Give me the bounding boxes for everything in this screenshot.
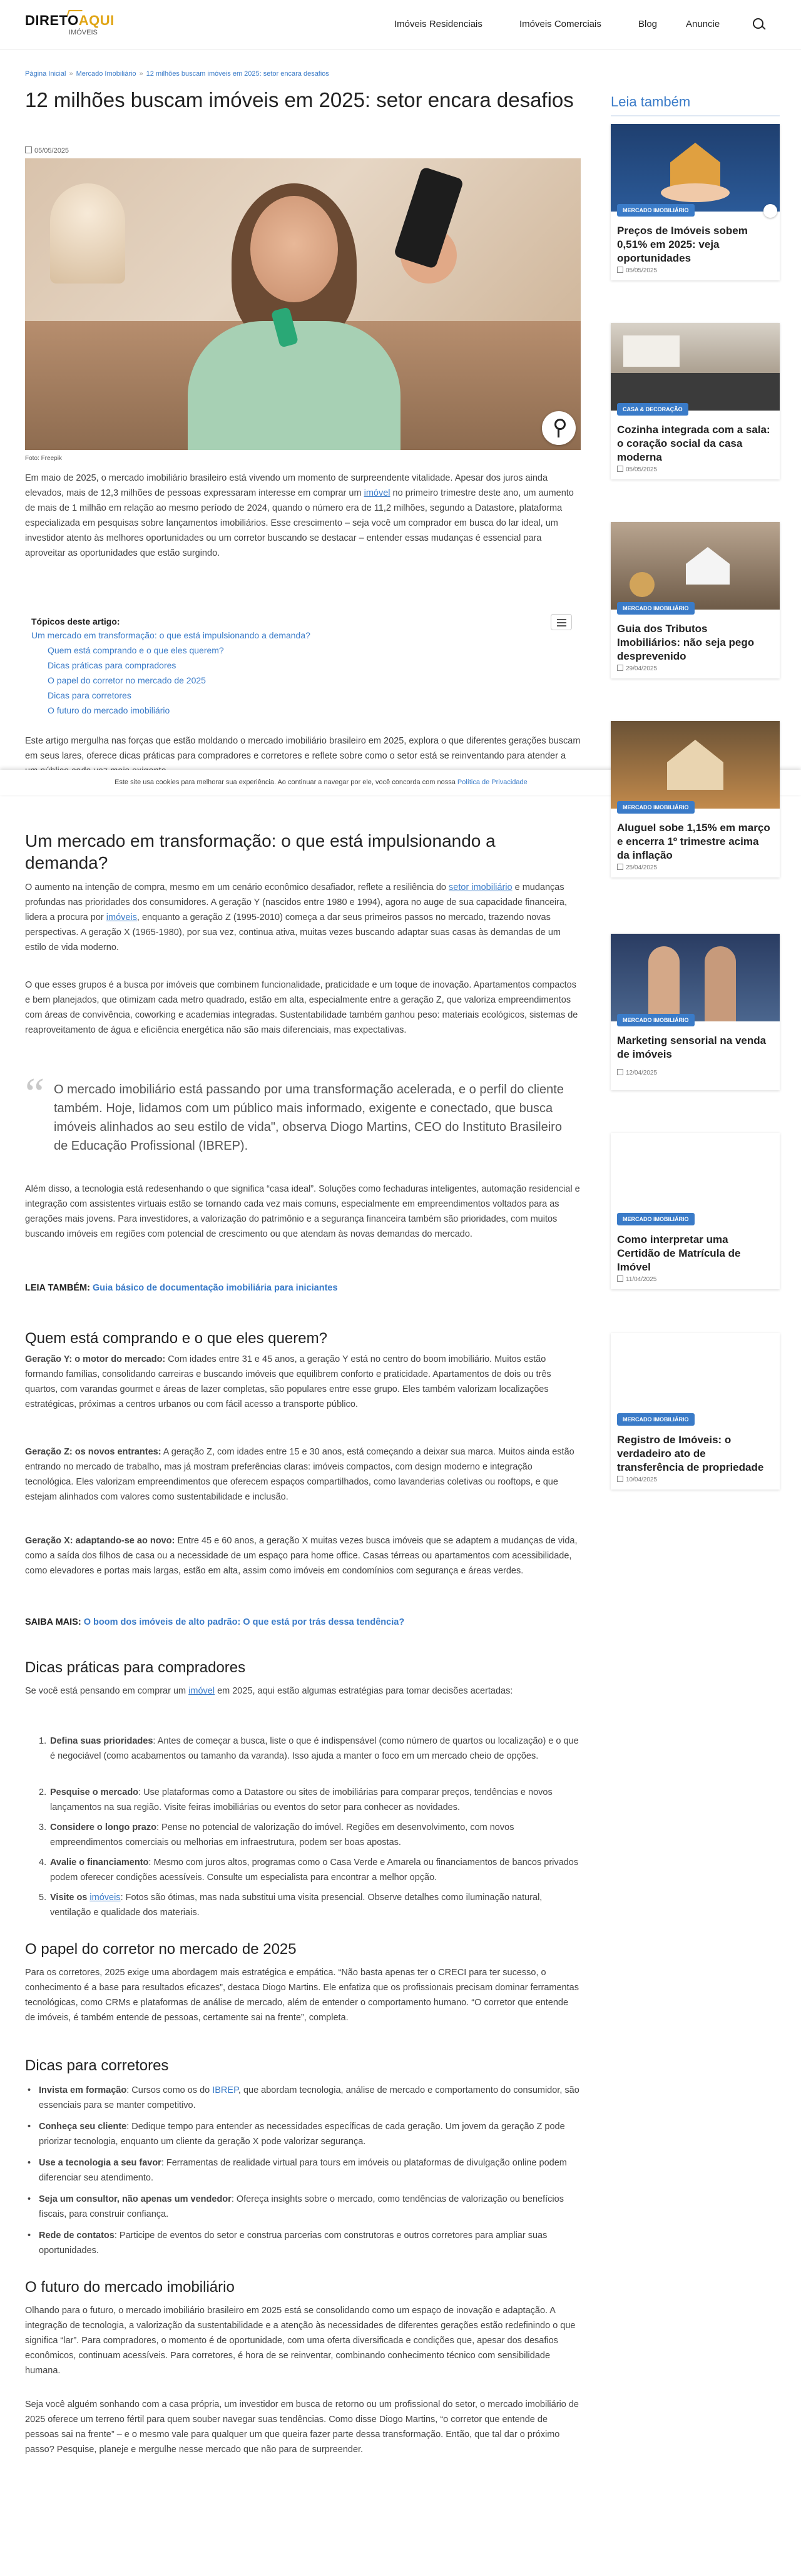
list-item: • Seja um consultor, não apenas um vendedor: Ofereça insights sobre o mercado, como tendências de valorização ou benefícios fiscais, para construir confiança. — [28, 2194, 564, 2219]
section-title-corretor: O papel do corretor no mercado de 2025 — [25, 1941, 297, 1958]
info-icon — [763, 204, 777, 218]
card-title[interactable]: Como interpretar uma Certidão de Matrícula de Imóvel — [617, 1234, 741, 1273]
intro-paragraph: Em maio de 2025, o mercado imobiliário brasileiro está vivendo um momento de surpreendente vitalidade. Apesar dos juros ainda elevados, mais de 12,3 milhões de pessoas expressaram interesse em comprar um imóvel no primeiro trimestre deste ano, um aumento de mais de 1 milhão em relação ao mesmo período de 2024, quando o número era de 11,2 milhões, segundo a Datastore, plataforma especializada em pesquisas sobre lançamentos imobiliários. Esse crescimento – seja você um comprador em busca do lar ideal, um investidor atento às melhores oportunidades ou um corretor buscando se destacar – entender essas mudanças é essencial para aproveitar as oportunidades que estão surgindo. — [25, 473, 574, 558]
toc-item[interactable]: Um mercado em transformação: o que está impulsionando a demanda? — [31, 630, 310, 640]
buyers-intro: Se você está pensando em comprar um imóvel em 2025, aqui estão algumas estratégias para tomar decisões acertadas: — [25, 1686, 513, 1696]
key-icon — [542, 411, 576, 445]
card-category-badge[interactable]: MERCADO IMOBILIÁRIO — [617, 1014, 695, 1026]
section1-paragraph2: O que esses grupos é a busca por imóveis que combinem funcionalidade, praticidade e um toque de inovação. Apartamentos compactos e bem planejados, que otimizam cada metro quadrado, estão em alta, especialmente entre a geração Z, que valoriza empreendimentos com áreas de convivência, coworking e academias integradas. Sustentabilidade também ganhou peso: materiais ecológicos, sistemas de reaproveitamento de água e eficiência energética não são mais diferenciais, mas expectativas. — [25, 980, 578, 1035]
card-image — [611, 522, 780, 610]
card-title[interactable]: Guia dos Tributos Imobiliários: não seja pego desprevenido — [617, 623, 755, 662]
list-item: • Rede de contatos: Participe de eventos do setor e construa parcerias com construtoras e outros corretores para ampliar suas oportunidades. — [28, 2231, 548, 2256]
logo-text: DIRETOAQUI — [25, 13, 115, 28]
sidebar-divider — [611, 115, 780, 116]
link-imoveis[interactable]: imóveis — [106, 912, 137, 923]
nav-imoveis-residenciais[interactable]: Imóveis Residenciais — [394, 19, 482, 29]
intro-link-imovel[interactable]: imóvel — [364, 488, 390, 498]
see-more: SAIBA MAIS: O boom dos imóveis de alto padrão: O que está por trás dessa tendência? — [25, 1617, 405, 1627]
card-title[interactable]: Registro de Imóveis: o verdadeiro ato de transferência de propriedade — [617, 1434, 764, 1473]
sidebar-title: Leia também — [611, 94, 691, 110]
future-paragraph2: Seja você alguém sonhando com a casa própria, um investidor em busca de retorno ou um profissional do setor, o mercado imobiliário de 2025 oferece um terreno fértil para quem souber navegar suas tendências. Como disse Diogo Martins, “o corretor que entende de pessoas sai na frente” – e o mesmo vale para qualquer um que queira fazer parte dessa transformação. Então, que tal dar o próximo passo? Pesquise, planeje e mergulhe nesse mercado que não para de surpreender. — [25, 2400, 579, 2455]
logo-subtitle: IMÓVEIS — [69, 29, 98, 36]
breadcrumb-category[interactable]: Mercado Imobiliário — [76, 70, 136, 78]
section-title-futuro: O futuro do mercado imobiliário — [25, 2279, 235, 2296]
generation-y-paragraph: Geração Y: o motor do mercado: Com idades entre 31 e 45 anos, a geração Y está no centro do boom imobiliário. Muitos estão formando famílias, consolidando carreiras e buscando imóveis que equilibrem conforto e praticidade. Apartamentos de dois ou três quartos, com varandas gourmet e áreas de lazer completas, são populares entre esse grupo. Eles também valorizam localizações estratégicas, próximas a centros urbanos ou com fácil acesso a transporte público. — [25, 1354, 551, 1409]
related-card[interactable] — [611, 323, 780, 479]
link-setor-imobiliario[interactable]: setor imobiliário — [449, 882, 513, 892]
hero-face — [250, 196, 338, 302]
list-item: 1. Defina suas prioridades: Antes de começar a busca, liste o que é indispensável (como número de quartos ou localização) e o que é negociável (como acabamentos ou tamanho da varanda). Isso ajuda a manter o foco em um mercado cheio de opções. — [39, 1736, 579, 1761]
toc-title: Tópicos deste artigo: — [31, 616, 120, 626]
list-item: • Use a tecnologia a seu favor: Ferramentas de realidade virtual para tours em imóveis ou plataformas de divulgação online podem diferenciar seu atendimento. — [28, 2158, 567, 2183]
list-item: 2. Pesquise o mercado: Use plataformas como a Datastore ou sites de imobiliárias para comparar preços, tendências e novos lançamentos na sua região. Visite feiras imobiliárias ou eventos do setor para conhecer as novidades. — [39, 1787, 553, 1812]
site-header — [0, 0, 801, 50]
list-item: • Conheça seu cliente: Dedique tempo para entender as necessidades específicas de cada geração. Um jovem da geração Z pode priorizar tecnologia, enquanto um cliente da geração X pode valorizar segurança. — [28, 2122, 565, 2147]
breadcrumb-current[interactable]: 12 milhões buscam imóveis em 2025: setor encara desafios — [146, 70, 329, 78]
breadcrumb: Página Inicial » Mercado Imobiliário » 12 milhões buscam imóveis em 2025: setor encara desafios — [25, 70, 329, 78]
read-also-link[interactable]: Guia básico de documentação imobiliária para iniciantes — [92, 1283, 338, 1293]
table-of-contents — [25, 611, 581, 721]
card-category-badge[interactable]: MERCADO IMOBILIÁRIO — [617, 602, 695, 615]
section-title-mercado: Um mercado em transformação: o que está impulsionando a demanda? — [25, 831, 496, 872]
cookie-text: Este site usa cookies para melhorar sua experiência. Ao continuar a navegar por ele, você concorda com nossa Política de Privacidade — [115, 779, 528, 786]
card-title[interactable]: Preços de Imóveis sobem 0,51% em 2025: veja oportunidades — [617, 225, 748, 264]
card-date: 10/04/2025 — [617, 1476, 657, 1483]
card-image — [611, 934, 780, 1021]
generation-x-paragraph: Geração X: adaptando-se ao novo: Entre 45 e 60 anos, a geração X muitas vezes busca imóveis que se adaptem a mudanças de vida, como a saída dos filhos de casa ou a necessidade de um espaço para home office. Casas térreas ou apartamentos com acessibilidade, como elevadores e portas mais largas, estão em alta, assim como imóveis em condomínios com segurança e áreas verdes. — [25, 1536, 578, 1576]
card-date: 12/04/2025 — [617, 1069, 657, 1076]
list-item: • Invista em formação: Cursos como os do IBREP, que abordam tecnologia, análise de mercado e comportamento do consumidor, são essenciais para se manter competitivo. — [28, 2085, 579, 2110]
card-image — [611, 323, 780, 411]
card-date: 05/05/2025 — [617, 466, 657, 473]
main-nav — [394, 18, 770, 33]
nav-anuncie[interactable]: Anuncie — [686, 19, 720, 29]
photo-credit: Foto: Freepik — [25, 455, 62, 462]
toc-item[interactable]: Dicas práticas para compradores — [48, 660, 176, 670]
search-icon[interactable] — [752, 18, 766, 31]
generation-z-paragraph: Geração Z: os novos entrantes: A geração Z, com idades entre 15 e 30 anos, está começando a deixar sua marca. Muitos ainda estão entrando no mercado de trabalho, mas já mostram preferências claras: imóveis compactos, com design moderno e integração tecnológica. Eles valorizam empreendimentos que oferecem espaços compartilhados, como lavanderias coletivas ou rooftops, e que estejam alinhados com valores como sustentabilidade e inclusão. — [25, 1447, 574, 1502]
section1-paragraph1: O aumento na intenção de compra, mesmo em um cenário econômico desafiador, reflete a resiliência do setor imobiliário e mudanças profundas nas prioridades dos consumidores. A geração Y (nascidos entre 1980 e 1994), agora no auge de sua capacidade financeira, lidera a procura por imóveis, enquanto a geração Z (1995-2010) começa a dar seus primeiros passos no mercado, trazendo novas perspectivas. A geração X (1965-1980), por sua vez, continua ativa, muitas vezes buscando adaptar suas casas às demandas de um estilo de vida moderno. — [25, 882, 568, 953]
see-more-link[interactable]: O boom dos imóveis de alto padrão: O que está por trás dessa tendência? — [83, 1617, 405, 1627]
related-card[interactable] — [611, 721, 780, 877]
article-date: 05/05/2025 — [25, 146, 69, 155]
related-card[interactable] — [611, 1133, 780, 1289]
card-category-badge[interactable]: MERCADO IMOBILIÁRIO — [617, 1413, 695, 1426]
toc-item[interactable]: Dicas para corretores — [48, 690, 131, 700]
section-title-dicas-corretores: Dicas para corretores — [25, 2057, 169, 2074]
toc-item[interactable]: Quem está comprando e o que eles querem? — [48, 645, 224, 655]
card-title[interactable]: Aluguel sobe 1,15% em março e encerra 1º trimestre acima da inflação — [617, 822, 770, 861]
card-date: 29/04/2025 — [617, 665, 657, 672]
card-title[interactable]: Marketing sensorial na venda de imóveis — [617, 1035, 767, 1060]
card-title[interactable]: Cozinha integrada com a sala: o coração social da casa moderna — [617, 424, 770, 463]
related-card[interactable] — [611, 934, 780, 1090]
page-title: 12 milhões buscam imóveis em 2025: setor encara desafios — [25, 88, 574, 111]
card-image — [611, 1133, 780, 1220]
card-image — [611, 721, 780, 809]
blockquote — [25, 1070, 581, 1163]
list-item: 4. Avalie o financiamento: Mesmo com juros altos, programas como o Casa Verde e Amarela ou financiamentos de bancos privados podem oferecer condições acessíveis. Consulte um especialista para encontrar a melhor opção. — [39, 1858, 579, 1883]
site-logo[interactable] — [25, 10, 113, 40]
quote-text: O mercado imobiliário está passando por uma transformação acelerada, e o perfil do cliente também. Hoje, lidamos com um público mais informado, exigente e conectado, que busca imóveis alinhados ao seu estilo de vida", observa Diogo Martins, CEO do Instituto Brasileiro de Educação Profissional (IBREP). — [54, 1083, 564, 1153]
broker-paragraph: Para os corretores, 2025 exige uma abordagem mais estratégica e empática. “Não basta apenas ter o CRECI para ter sucesso, o conhecimento é a base para resultados eficazes”, destaca Diogo Martins. Ele enfatiza que os profissionais precisam dominar ferramentas tecnológicas, como CRMs e plataformas de análise de mercado, além de entender o comportamento humano. “O corretor que entende de imóveis, é também entende de pessoas, certamente sai na frente”, completa. — [25, 1968, 579, 2023]
nav-imoveis-comerciais[interactable]: Imóveis Comerciais — [519, 19, 601, 29]
card-category-badge[interactable]: MERCADO IMOBILIÁRIO — [617, 801, 695, 814]
hero-person — [175, 183, 413, 450]
section-title-quem: Quem está comprando e o que eles querem? — [25, 1330, 327, 1347]
card-category-badge[interactable]: MERCADO IMOBILIÁRIO — [617, 1213, 695, 1225]
breadcrumb-home[interactable]: Página Inicial — [25, 70, 66, 78]
toc-item[interactable]: O papel do corretor no mercado de 2025 — [48, 675, 206, 685]
quote-mark-icon: “ — [25, 1070, 45, 1118]
card-image — [611, 124, 780, 212]
card-image — [611, 1333, 780, 1421]
toc-toggle-icon[interactable] — [551, 614, 572, 630]
related-card[interactable] — [611, 522, 780, 678]
card-date: 25/04/2025 — [617, 864, 657, 871]
hero-image — [25, 158, 581, 450]
card-date: 05/05/2025 — [617, 267, 657, 274]
related-card[interactable] — [611, 124, 780, 280]
link-imoveis-visite[interactable]: imóveis — [89, 1893, 121, 1903]
toc-item[interactable]: O futuro do mercado imobiliário — [48, 705, 170, 715]
related-card[interactable] — [611, 1333, 780, 1490]
card-date: 11/04/2025 — [617, 1275, 656, 1283]
read-also: LEIA TAMBÉM: Guia básico de documentação imobiliária para iniciantes — [25, 1283, 338, 1293]
card-category-badge[interactable]: CASA & DECORAÇÃO — [617, 403, 688, 416]
section-title-dicas-compradores: Dicas práticas para compradores — [25, 1659, 246, 1676]
link-imovel-compradores[interactable]: imóvel — [188, 1686, 215, 1696]
future-paragraph1: Olhando para o futuro, o mercado imobiliário brasileiro em 2025 está se consolidando como um espaço de inovação e adaptação. A integração de tecnologia, a valorização da sustentabilidade e a atenção às necessidades de diferentes gerações estão redefinindo o que significa “lar”. Para compradores, o momento é de oportunidade, com uma oferta diversificada e condições que, apesar dos desafios econômicos, continuam acessíveis. Para corretores, é hora de se reinventar, combinando conhecimento técnico com sensibilidade humana. — [25, 2306, 576, 2376]
section1-paragraph3: Além disso, a tecnologia está redesenhando o que significa “casa ideal”. Soluções como fechaduras inteligentes, automação residencial e integração com assistentes virtuais estão se tornando cada vez mais comuns, especialmente em empreendimentos voltados para as gerações mais jovens. Para investidores, a valorização do patrimônio e a segurança financeira também são prioridades, com muitos buscando imóveis em regiões com potencial de crescimento ou que atendam às novas demandas do mercado. — [25, 1184, 580, 1239]
lead-paragraph: Este artigo mergulha nas forças que estão moldando o mercado imobiliário brasileiro em 2025, explora o que diferentes gerações buscam em seus lares, oferece dicas práticas para compradores e corretores e reflete sobre como o setor está se reinventando para atender a — [25, 736, 581, 761]
link-ibrep[interactable]: IBREP — [212, 2085, 238, 2095]
privacy-policy-link[interactable]: Política de Privacidade — [457, 779, 528, 786]
list-item: 3. Considere o longo prazo: Pense no potencial de valorização do imóvel. Regiões em desenvolvimento, com novos empreendimentos comerciais ou melhorias em infraestrutura, podem ser boas apostas. — [39, 1822, 514, 1848]
list-item: 5. Visite os imóveis: Fotos são ótimas, mas nada substitui uma visita presencial. Observe detalhes como iluminação natural, ventilação e qualidade dos materiais. — [39, 1893, 543, 1918]
nav-blog[interactable]: Blog — [638, 19, 658, 29]
card-category-badge[interactable]: MERCADO IMOBILIÁRIO — [617, 204, 695, 217]
hero-lamp — [50, 183, 125, 284]
